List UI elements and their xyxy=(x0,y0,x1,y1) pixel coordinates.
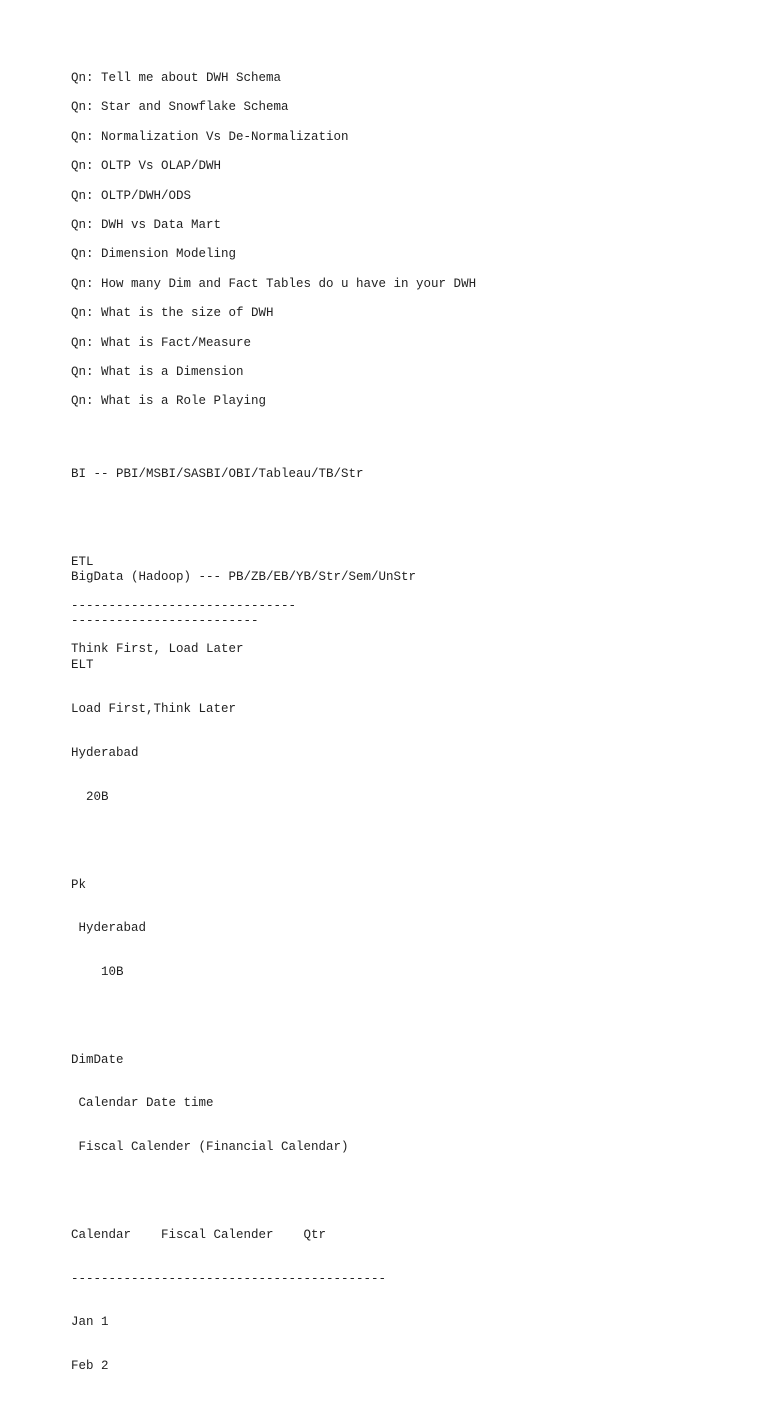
question-item: Qn: OLTP Vs OLAP/DWH xyxy=(71,159,222,174)
blank-line xyxy=(71,511,364,526)
note-line: 20B xyxy=(71,789,109,804)
question-item: Qn: Star and Snowflake Schema xyxy=(71,100,289,115)
question-item: Qn: How many Dim and Fact Tables do u have in your DWH xyxy=(71,276,477,291)
elt-label: ELT xyxy=(71,657,94,672)
note-line xyxy=(71,834,386,849)
note-line: DimDate xyxy=(71,1052,124,1067)
question-item: Qn: DWH vs Data Mart xyxy=(71,217,222,232)
question-item: Qn: OLTP/DWH/ODS xyxy=(71,188,192,203)
document-page xyxy=(71,64,748,1374)
question-item: Qn: Normalization Vs De-Normalization xyxy=(71,129,349,144)
note-line: Hyderabad xyxy=(71,921,147,936)
table-header-line: Calendar Fiscal Calender Qtr xyxy=(71,1227,327,1242)
table-divider: ------------------------------------------ xyxy=(71,1271,387,1286)
note-line xyxy=(71,1184,386,1199)
bi-heading: BI -- PBI/MSBI/SASBI/OBI/Tableau/TB/Str xyxy=(71,467,364,482)
note-line: 10B xyxy=(71,965,124,980)
notes-section xyxy=(71,717,386,1403)
etl-motto: Think First, Load Later xyxy=(71,642,244,657)
table-row: Feb 2 xyxy=(71,1359,109,1374)
table-row: Jan 1 xyxy=(71,1315,109,1330)
elt-motto: Load First,Think Later xyxy=(71,701,237,716)
question-item: Qn: What is Fact/Measure xyxy=(71,335,252,350)
note-line: Hyderabad xyxy=(71,746,139,761)
etl-label: ETL xyxy=(71,554,94,569)
bigdata-elt-section xyxy=(71,541,416,745)
question-item: Qn: What is the size of DWH xyxy=(71,306,274,321)
question-item: Qn: What is a Dimension xyxy=(71,364,244,379)
interview-questions-list xyxy=(71,64,748,417)
question-item: Qn: What is a Role Playing xyxy=(71,394,267,409)
question-item: Qn: Tell me about DWH Schema xyxy=(71,71,282,85)
etl-divider: ------------------------------ xyxy=(71,598,297,613)
note-line: Calendar Date time xyxy=(71,1096,214,1111)
elt-divider: ------------------------- xyxy=(71,613,259,628)
note-line xyxy=(71,1009,386,1024)
note-line: Fiscal Calender (Financial Calendar) xyxy=(71,1140,349,1155)
question-item: Qn: Dimension Modeling xyxy=(71,247,237,262)
note-line: Pk xyxy=(71,877,87,892)
bigdata-heading: BigData (Hadoop) --- PB/ZB/EB/YB/Str/Sem/UnStr xyxy=(71,570,417,585)
